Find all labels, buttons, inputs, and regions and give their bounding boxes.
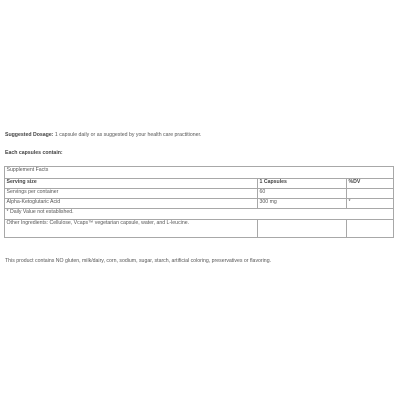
row-amount: 300 mg bbox=[258, 199, 347, 209]
row-dv: * bbox=[347, 199, 394, 209]
row-label: Servings per container bbox=[5, 189, 258, 199]
table-row bbox=[5, 189, 394, 199]
other-ingredients: Other Ingredients: Cellulose, Vcaps™ vegetarian capsule, water, and L-leucine. bbox=[5, 220, 258, 238]
allergen-statement: This product contains NO gluten, milk/dairy, corn, sodium, sugar, starch, artificial coloring, preservatives or flavoring. bbox=[5, 258, 272, 264]
daily-value-note: * Daily Value not established. bbox=[5, 209, 394, 220]
facts-title: Supplement Facts bbox=[5, 167, 394, 179]
dv-header: %DV bbox=[347, 179, 394, 189]
empty-cell bbox=[258, 220, 347, 238]
facts-header-row bbox=[5, 179, 394, 189]
empty-cell bbox=[347, 220, 394, 238]
serving-size-amount: 1 Capsules bbox=[258, 179, 347, 189]
suggested-dosage-label: Suggested Dosage: bbox=[5, 132, 54, 138]
supplement-facts-table bbox=[4, 166, 394, 238]
row-amount: 60 bbox=[258, 189, 347, 199]
row-label: Alpha-Ketoglutaric Acid bbox=[5, 199, 258, 209]
facts-title-row bbox=[5, 167, 394, 179]
table-row bbox=[5, 199, 394, 209]
serving-size-label: Serving size bbox=[5, 179, 258, 189]
suggested-dosage bbox=[5, 132, 395, 139]
facts-note-row bbox=[5, 209, 394, 220]
suggested-dosage-text: 1 capsule daily or as suggested by your health care practitioner. bbox=[53, 132, 202, 138]
row-dv bbox=[347, 189, 394, 199]
contains-heading: Each capsules contain: bbox=[5, 150, 63, 156]
facts-other-row bbox=[5, 220, 394, 238]
